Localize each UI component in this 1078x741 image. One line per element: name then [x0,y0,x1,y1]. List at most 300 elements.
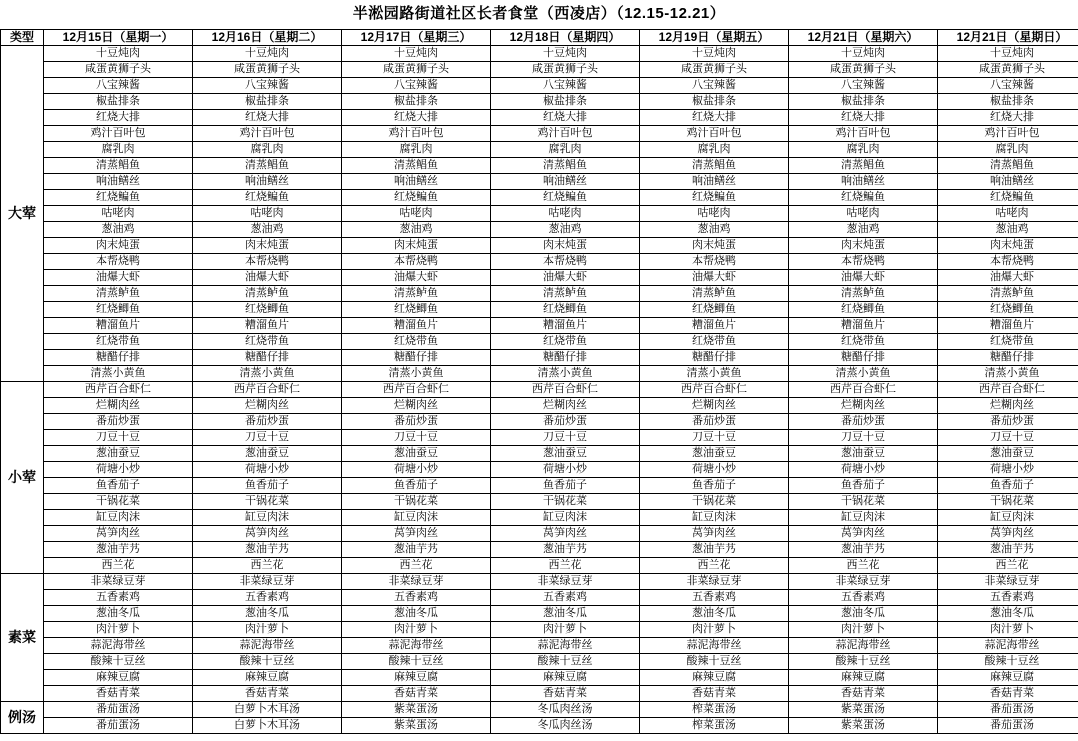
dish-cell: 西兰花 [342,558,491,574]
table-row [1,702,1078,718]
dish-cell: 干锅花菜 [938,494,1078,510]
dish-cell: 鸡汁百叶包 [193,126,342,142]
dish-cell: 椒盐排条 [938,94,1078,110]
dish-cell: 五香素鸡 [342,590,491,606]
dish-cell: 葱油鸡 [491,222,640,238]
dish-cell: 十豆炖肉 [640,46,789,62]
dish-cell: 荷塘小炒 [491,462,640,478]
dish-cell: 蒜泥海带丝 [193,638,342,654]
dish-cell: 肉汁萝卜 [342,622,491,638]
dish-cell: 鸡汁百叶包 [491,126,640,142]
table-row [1,686,1078,702]
dish-cell: 莴笋肉丝 [789,526,938,542]
dish-cell: 椒盐排条 [789,94,938,110]
dish-cell: 蒜泥海带丝 [938,638,1078,654]
dish-cell: 糖醋仔排 [491,350,640,366]
category-cell: 例汤 [1,702,44,734]
dish-cell: 刀豆十豆 [193,430,342,446]
page-title: 半淞园路街道社区长者食堂（西凌店）（12.15-12.21） [352,5,726,22]
dish-cell: 清蒸小黄鱼 [44,366,193,382]
dish-cell: 糖醋仔排 [938,350,1078,366]
dish-cell: 腐乳肉 [44,142,193,158]
dish-cell: 番茄炒蛋 [491,414,640,430]
dish-cell: 响油鳝丝 [44,174,193,190]
dish-cell: 糟溜鱼片 [789,318,938,334]
dish-cell: 葱油芋艿 [640,542,789,558]
dish-cell: 烂糊肉丝 [44,398,193,414]
dish-cell: 刀豆十豆 [789,430,938,446]
dish-cell: 葱油芋艿 [789,542,938,558]
dish-cell: 烂糊肉丝 [342,398,491,414]
dish-cell: 葱油芋艿 [938,542,1078,558]
dish-cell: 榨菜蛋汤 [640,718,789,734]
dish-cell: 西兰花 [44,558,193,574]
table-row [1,78,1078,94]
dish-cell: 本帮烧鸭 [789,254,938,270]
table-row [1,718,1078,734]
table-body [1,46,1078,734]
dish-cell: 红烧带鱼 [342,334,491,350]
table-row [1,462,1078,478]
dish-cell: 本帮烧鸭 [193,254,342,270]
column-header-day-3: 12月17日（星期三） [342,30,491,46]
dish-cell: 刀豆十豆 [342,430,491,446]
table-row [1,94,1078,110]
dish-cell: 西芹百合虾仁 [640,382,789,398]
dish-cell: 麻辣豆腐 [44,670,193,686]
dish-cell: 西芹百合虾仁 [789,382,938,398]
dish-cell: 西兰花 [193,558,342,574]
dish-cell: 鸡汁百叶包 [640,126,789,142]
dish-cell: 白萝卜木耳汤 [193,718,342,734]
dish-cell: 五香素鸡 [938,590,1078,606]
dish-cell: 糟溜鱼片 [640,318,789,334]
table-row [1,446,1078,462]
column-header-day-2: 12月16日（星期二） [193,30,342,46]
dish-cell: 五香素鸡 [193,590,342,606]
dish-cell: 红烧鳊鱼 [342,190,491,206]
dish-cell: 香菇青菜 [491,686,640,702]
dish-cell: 葱油鸡 [789,222,938,238]
dish-cell: 酸辣十豆丝 [44,654,193,670]
dish-cell: 本帮烧鸭 [342,254,491,270]
dish-cell: 刀豆十豆 [938,430,1078,446]
dish-cell: 蒜泥海带丝 [491,638,640,654]
dish-cell: 葱油蚕豆 [491,446,640,462]
dish-cell: 咸蛋黄狮子头 [342,62,491,78]
dish-cell: 西芹百合虾仁 [938,382,1078,398]
table-row [1,206,1078,222]
dish-cell: 非菜绿豆芽 [193,574,342,590]
dish-cell: 清蒸小黄鱼 [789,366,938,382]
dish-cell: 香菇青菜 [938,686,1078,702]
dish-cell: 清蒸小黄鱼 [640,366,789,382]
dish-cell: 肉末炖蛋 [938,238,1078,254]
dish-cell: 葱油芋艿 [491,542,640,558]
dish-cell: 莴笋肉丝 [640,526,789,542]
dish-cell: 红烧带鱼 [491,334,640,350]
dish-cell: 响油鳝丝 [938,174,1078,190]
dish-cell: 响油鳝丝 [342,174,491,190]
dish-cell: 咕咾肉 [44,206,193,222]
dish-cell: 肉末炖蛋 [193,238,342,254]
dish-cell: 肉汁萝卜 [44,622,193,638]
dish-cell: 油爆大虾 [491,270,640,286]
dish-cell: 红烧鳊鱼 [789,190,938,206]
dish-cell: 红烧带鱼 [44,334,193,350]
dish-cell: 麻辣豆腐 [938,670,1078,686]
table-row [1,510,1078,526]
dish-cell: 本帮烧鸭 [44,254,193,270]
dish-cell: 番茄炒蛋 [193,414,342,430]
dish-cell: 糟溜鱼片 [44,318,193,334]
dish-cell: 咸蛋黄狮子头 [640,62,789,78]
dish-cell: 红烧鲫鱼 [491,302,640,318]
table-row [1,110,1078,126]
dish-cell: 缸豆肉沫 [789,510,938,526]
dish-cell: 酸辣十豆丝 [640,654,789,670]
dish-cell: 酸辣十豆丝 [491,654,640,670]
table-row [1,654,1078,670]
table-row [1,254,1078,270]
dish-cell: 葱油蚕豆 [342,446,491,462]
table-row [1,590,1078,606]
dish-cell: 紫菜蛋汤 [789,718,938,734]
dish-cell: 八宝辣酱 [789,78,938,94]
dish-cell: 麻辣豆腐 [491,670,640,686]
dish-cell: 葱油冬瓜 [789,606,938,622]
dish-cell: 糖醋仔排 [342,350,491,366]
table-row [1,62,1078,78]
dish-cell: 烂糊肉丝 [491,398,640,414]
dish-cell: 肉末炖蛋 [44,238,193,254]
dish-cell: 香菇青菜 [789,686,938,702]
dish-cell: 响油鳝丝 [491,174,640,190]
dish-cell: 紫菜蛋汤 [342,702,491,718]
dish-cell: 紫菜蛋汤 [789,702,938,718]
dish-cell: 清蒸鲈鱼 [342,286,491,302]
dish-cell: 冬瓜肉丝汤 [491,718,640,734]
dish-cell: 红烧大排 [44,110,193,126]
dish-cell: 莴笋肉丝 [938,526,1078,542]
dish-cell: 肉汁萝卜 [193,622,342,638]
dish-cell: 干锅花菜 [491,494,640,510]
dish-cell: 白萝卜木耳汤 [193,702,342,718]
dish-cell: 响油鳝丝 [193,174,342,190]
dish-cell: 本帮烧鸭 [640,254,789,270]
dish-cell: 荷塘小炒 [342,462,491,478]
dish-cell: 葱油蚕豆 [938,446,1078,462]
dish-cell: 烂糊肉丝 [789,398,938,414]
dish-cell: 鱼香茄子 [193,478,342,494]
dish-cell: 蒜泥海带丝 [640,638,789,654]
dish-cell: 糖醋仔排 [44,350,193,366]
dish-cell: 缸豆肉沫 [44,510,193,526]
dish-cell: 酸辣十豆丝 [938,654,1078,670]
dish-cell: 番茄炒蛋 [938,414,1078,430]
dish-cell: 肉汁萝卜 [640,622,789,638]
dish-cell: 葱油鸡 [342,222,491,238]
dish-cell: 红烧鳊鱼 [938,190,1078,206]
dish-cell: 非菜绿豆芽 [640,574,789,590]
dish-cell: 清蒸鲈鱼 [938,286,1078,302]
dish-cell: 红烧鲫鱼 [193,302,342,318]
table-row [1,222,1078,238]
dish-cell: 冬瓜肉丝汤 [491,702,640,718]
table-row [1,302,1078,318]
column-header-day-4: 12月18日（星期四） [491,30,640,46]
dish-cell: 腐乳肉 [491,142,640,158]
dish-cell: 椒盐排条 [342,94,491,110]
dish-cell: 红烧鳊鱼 [44,190,193,206]
dish-cell: 番茄炒蛋 [44,414,193,430]
dish-cell: 椒盐排条 [193,94,342,110]
dish-cell: 干锅花菜 [193,494,342,510]
dish-cell: 十豆炖肉 [342,46,491,62]
dish-cell: 清蒸鲳鱼 [640,158,789,174]
dish-cell: 红烧鲫鱼 [938,302,1078,318]
dish-cell: 葱油鸡 [193,222,342,238]
dish-cell: 红烧鳊鱼 [640,190,789,206]
dish-cell: 缸豆肉沫 [342,510,491,526]
dish-cell: 非菜绿豆芽 [491,574,640,590]
dish-cell: 清蒸鲈鱼 [193,286,342,302]
table-row [1,318,1078,334]
dish-cell: 西兰花 [789,558,938,574]
dish-cell: 腐乳肉 [640,142,789,158]
dish-cell: 清蒸鲳鱼 [342,158,491,174]
weekly-menu-table [0,29,1078,734]
dish-cell: 非菜绿豆芽 [938,574,1078,590]
dish-cell: 咕咾肉 [193,206,342,222]
dish-cell: 肉汁萝卜 [789,622,938,638]
dish-cell: 蒜泥海带丝 [44,638,193,654]
dish-cell: 红烧鲫鱼 [342,302,491,318]
dish-cell: 荷塘小炒 [789,462,938,478]
dish-cell: 缸豆肉沫 [193,510,342,526]
dish-cell: 非菜绿豆芽 [44,574,193,590]
dish-cell: 清蒸小黄鱼 [938,366,1078,382]
dish-cell: 咕咾肉 [938,206,1078,222]
table-header [1,30,1078,46]
dish-cell: 鸡汁百叶包 [342,126,491,142]
dish-cell: 烂糊肉丝 [938,398,1078,414]
table-row [1,494,1078,510]
dish-cell: 红烧大排 [342,110,491,126]
dish-cell: 鱼香茄子 [342,478,491,494]
dish-cell: 番茄炒蛋 [789,414,938,430]
dish-cell: 葱油冬瓜 [342,606,491,622]
dish-cell: 香菇青菜 [44,686,193,702]
dish-cell: 清蒸鲈鱼 [44,286,193,302]
dish-cell: 刀豆十豆 [640,430,789,446]
dish-cell: 葱油冬瓜 [44,606,193,622]
dish-cell: 五香素鸡 [491,590,640,606]
dish-cell: 八宝辣酱 [491,78,640,94]
dish-cell: 红烧鲫鱼 [44,302,193,318]
dish-cell: 西兰花 [938,558,1078,574]
category-cell: 素菜 [1,574,44,702]
dish-cell: 八宝辣酱 [938,78,1078,94]
dish-cell: 红烧大排 [193,110,342,126]
dish-cell: 葱油鸡 [640,222,789,238]
dish-cell: 葱油蚕豆 [640,446,789,462]
dish-cell: 肉末炖蛋 [789,238,938,254]
dish-cell: 葱油蚕豆 [789,446,938,462]
dish-cell: 烂糊肉丝 [193,398,342,414]
dish-cell: 十豆炖肉 [938,46,1078,62]
dish-cell: 清蒸鲳鱼 [491,158,640,174]
dish-cell: 葱油芋艿 [342,542,491,558]
table-row [1,398,1078,414]
dish-cell: 红烧鲫鱼 [789,302,938,318]
dish-cell: 缸豆肉沫 [640,510,789,526]
dish-cell: 鱼香茄子 [44,478,193,494]
dish-cell: 红烧鳊鱼 [193,190,342,206]
dish-cell: 莴笋肉丝 [193,526,342,542]
dish-cell: 咸蛋黄狮子头 [789,62,938,78]
dish-cell: 番茄蛋汤 [938,718,1078,734]
dish-cell: 西芹百合虾仁 [491,382,640,398]
dish-cell: 蒜泥海带丝 [789,638,938,654]
dish-cell: 缸豆肉沫 [491,510,640,526]
dish-cell: 红烧大排 [938,110,1078,126]
dish-cell: 鱼香茄子 [789,478,938,494]
dish-cell: 十豆炖肉 [491,46,640,62]
dish-cell: 葱油冬瓜 [491,606,640,622]
dish-cell: 鱼香茄子 [938,478,1078,494]
dish-cell: 咸蛋黄狮子头 [44,62,193,78]
dish-cell: 肉末炖蛋 [640,238,789,254]
dish-cell: 刀豆十豆 [44,430,193,446]
dish-cell: 葱油蚕豆 [193,446,342,462]
dish-cell: 清蒸鲳鱼 [44,158,193,174]
table-row [1,542,1078,558]
dish-cell: 八宝辣酱 [640,78,789,94]
dish-cell: 葱油鸡 [938,222,1078,238]
dish-cell: 红烧带鱼 [789,334,938,350]
table-row [1,270,1078,286]
column-header-day-7: 12月21日（星期日） [938,30,1078,46]
dish-cell: 腐乳肉 [789,142,938,158]
dish-cell: 油爆大虾 [44,270,193,286]
table-row [1,334,1078,350]
dish-cell: 红烧鳊鱼 [491,190,640,206]
header-row [1,30,1078,46]
dish-cell: 酸辣十豆丝 [789,654,938,670]
dish-cell: 咕咾肉 [342,206,491,222]
dish-cell: 糖醋仔排 [640,350,789,366]
dish-cell: 西兰花 [640,558,789,574]
dish-cell: 葱油冬瓜 [938,606,1078,622]
table-row [1,350,1078,366]
table-row [1,558,1078,574]
dish-cell: 油爆大虾 [938,270,1078,286]
dish-cell: 红烧大排 [640,110,789,126]
table-row [1,286,1078,302]
table-row [1,126,1078,142]
dish-cell: 糟溜鱼片 [491,318,640,334]
dish-cell: 清蒸小黄鱼 [342,366,491,382]
dish-cell: 五香素鸡 [789,590,938,606]
table-row [1,238,1078,254]
dish-cell: 咸蛋黄狮子头 [491,62,640,78]
dish-cell: 麻辣豆腐 [193,670,342,686]
dish-cell: 肉末炖蛋 [342,238,491,254]
dish-cell: 咸蛋黄狮子头 [938,62,1078,78]
dish-cell: 糟溜鱼片 [342,318,491,334]
dish-cell: 非菜绿豆芽 [789,574,938,590]
dish-cell: 荷塘小炒 [938,462,1078,478]
dish-cell: 香菇青菜 [342,686,491,702]
dish-cell: 干锅花菜 [789,494,938,510]
dish-cell: 葱油冬瓜 [193,606,342,622]
category-cell: 大荤 [1,46,44,382]
dish-cell: 番茄炒蛋 [640,414,789,430]
dish-cell: 肉汁萝卜 [491,622,640,638]
dish-cell: 红烧大排 [491,110,640,126]
category-cell: 小荤 [1,382,44,574]
dish-cell: 腐乳肉 [342,142,491,158]
dish-cell: 咸蛋黄狮子头 [193,62,342,78]
table-row [1,414,1078,430]
table-row [1,366,1078,382]
dish-cell: 油爆大虾 [640,270,789,286]
dish-cell: 清蒸鲳鱼 [193,158,342,174]
dish-cell: 鸡汁百叶包 [938,126,1078,142]
dish-cell: 五香素鸡 [640,590,789,606]
dish-cell: 榨菜蛋汤 [640,702,789,718]
column-header-day-5: 12月19日（星期五） [640,30,789,46]
dish-cell: 肉汁萝卜 [938,622,1078,638]
dish-cell: 荷塘小炒 [640,462,789,478]
dish-cell: 非菜绿豆芽 [342,574,491,590]
table-row [1,190,1078,206]
table-row [1,574,1078,590]
dish-cell: 莴笋肉丝 [342,526,491,542]
dish-cell: 葱油芋艿 [44,542,193,558]
dish-cell: 荷塘小炒 [44,462,193,478]
dish-cell: 鸡汁百叶包 [44,126,193,142]
dish-cell: 咕咾肉 [491,206,640,222]
dish-cell: 十豆炖肉 [44,46,193,62]
dish-cell: 西兰花 [491,558,640,574]
dish-cell: 香菇青菜 [193,686,342,702]
dish-cell: 西芹百合虾仁 [342,382,491,398]
dish-cell: 烂糊肉丝 [640,398,789,414]
dish-cell: 蒜泥海带丝 [342,638,491,654]
dish-cell: 椒盐排条 [491,94,640,110]
table-row [1,142,1078,158]
dish-cell: 响油鳝丝 [789,174,938,190]
dish-cell: 糟溜鱼片 [193,318,342,334]
dish-cell: 油爆大虾 [789,270,938,286]
dish-cell: 红烧大排 [789,110,938,126]
dish-cell: 椒盐排条 [640,94,789,110]
dish-cell: 葱油芋艿 [193,542,342,558]
dish-cell: 本帮烧鸭 [938,254,1078,270]
column-header-day-6: 12月21日（星期六） [789,30,938,46]
dish-cell: 椒盐排条 [44,94,193,110]
dish-cell: 清蒸鲈鱼 [789,286,938,302]
dish-cell: 麻辣豆腐 [640,670,789,686]
table-row [1,606,1078,622]
dish-cell: 鱼香茄子 [491,478,640,494]
dish-cell: 油爆大虾 [193,270,342,286]
dish-cell: 干锅花菜 [640,494,789,510]
dish-cell: 清蒸鲈鱼 [491,286,640,302]
dish-cell: 肉末炖蛋 [491,238,640,254]
